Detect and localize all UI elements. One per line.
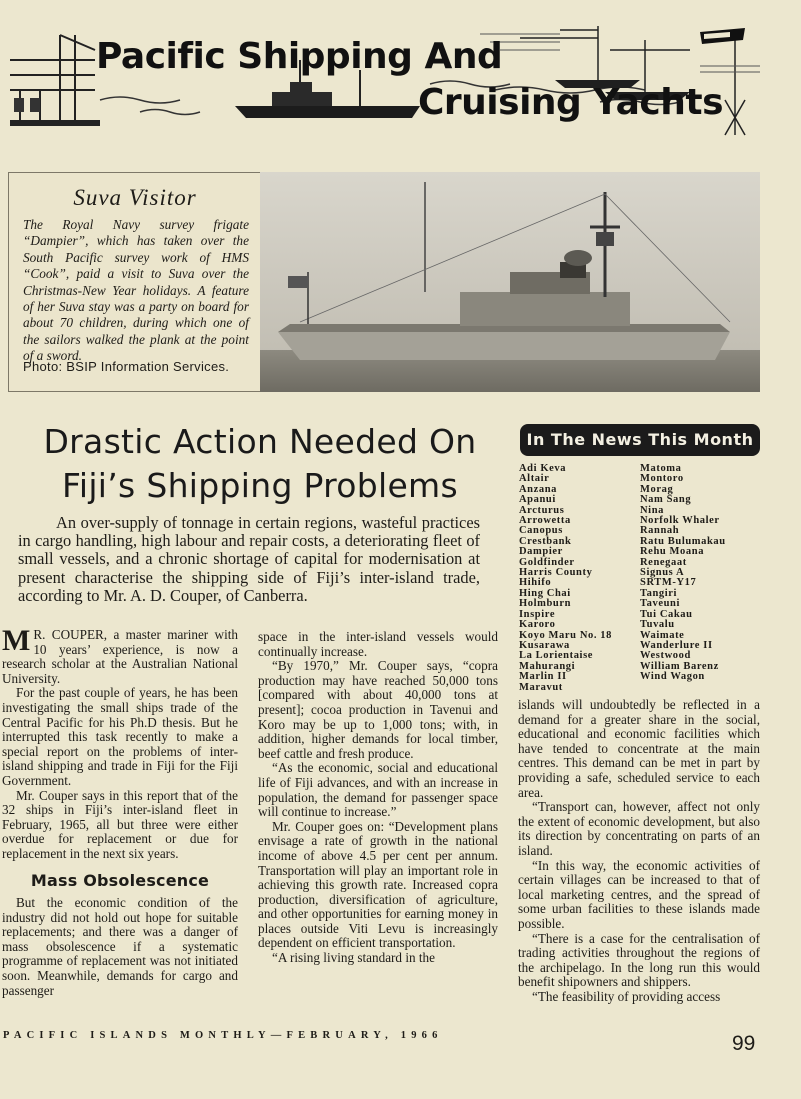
article-paragraph: “Transport can, however, affect not only the extent of economic development, but also its direction by concentrating on parts of an island.: [518, 799, 760, 858]
ship-name: Canopus: [519, 525, 563, 537]
ship-name: Arcturus: [519, 504, 565, 516]
ship-list-column-2: [640, 464, 726, 683]
ship-name: Goldfinder: [519, 556, 575, 568]
ship-name: Wind Wagon: [640, 671, 705, 683]
caption-title: Suva Visitor: [73, 185, 197, 210]
photo-credit: Photo: BSIP Information Services.: [23, 359, 230, 374]
ship-name: Arrowetta: [519, 515, 571, 527]
ship-name: Tui Cakau: [640, 608, 693, 620]
article-column-1: [2, 624, 238, 998]
article-paragraph: But the economic condition of the industry did not hold out hope for suitable replacements; and there was a danger of mass obsolescence if a systematic programme of replacement was not initiated soon. Meanwhile, demands for cargo and passenger: [2, 895, 238, 998]
ship-name: Morag: [640, 483, 674, 495]
ship-name: Nina: [640, 504, 664, 516]
drop-cap: M: [2, 624, 31, 657]
ship-name: Altair: [519, 473, 550, 485]
article-paragraph: space in the inter-island vessels would continually increase.: [258, 629, 498, 659]
frigate-photo: [260, 172, 760, 392]
article-paragraph: “There is a case for the centralisation of trading activities throughout the regions of the archipelago. In the long run this would benefit shipowners and shippers.: [518, 930, 760, 990]
ship-name: Montoro: [640, 473, 684, 485]
ship-name: Anzana: [519, 483, 558, 495]
ship-name: SRTM-Y17: [640, 577, 697, 589]
article-column-3: [518, 698, 760, 1004]
ship-name: Wanderlure II: [640, 639, 713, 651]
ship-name: Crestbank: [519, 535, 572, 547]
ship-name: Matoma: [640, 463, 682, 474]
ship-name: Tuvalu: [640, 619, 675, 631]
ship-name: Nam Sang: [640, 494, 692, 506]
ship-name: Rannah: [640, 525, 680, 537]
ship-name: Westwood: [640, 650, 691, 662]
ship-name: Marlin II: [519, 671, 567, 683]
subheading: Mass Obsolescence: [30, 870, 210, 890]
article-column-2: [258, 630, 498, 966]
article-paragraph: “In this way, the economic activities of certain villages can be increased to that of local marketing centres, and the spread of some urban facilities to these islands made possible.: [518, 857, 760, 931]
ship-name: Mahurangi: [519, 660, 576, 672]
article-paragraph: Mr. Couper says in this report that of the 32 ships in Fiji’s inter-island fleet in February, 1965, all but three were either overdue for replacement or due for replacement in the next six years.: [2, 787, 238, 861]
ship-name: Karoro: [519, 619, 556, 631]
article-headline: Drastic Action Needed On Fiji’s Shipping Problems: [43, 422, 477, 505]
ship-name: La Lorientaise: [519, 650, 594, 662]
article-paragraph: “By 1970,” Mr. Couper says, “copra production may have reached 50,000 tons [compared with about 40,000 tons at present]; cocoa production in Tavenui and Koro may be up to 1,000 tons; with, in addition, higher demands for local timber, beef cattle and fresh produce.: [258, 658, 498, 761]
ship-name: Inspire: [519, 608, 556, 620]
ship-name: Holmburn: [519, 598, 572, 610]
article-paragraph: “As the economic, social and educational life of Fiji advances, and with an increase in population, the demand for passenger space will continue to increase.”: [258, 760, 498, 820]
article-paragraph: Mr. Couper goes on: “Development plans envisage a rate of growth in the national income of above 4.5 per cent per annum. Transportation will play an important role in achieving this growth rate. Increased copra production, diversification of agriculture, and other opportunities for earning money in places outside Viti Levu is increasingly dependent on efficient transportation.: [258, 818, 498, 951]
ship-name: Dampier: [519, 546, 563, 558]
article-paragraph: “The feasibility of providing access: [532, 988, 721, 1004]
ship-name: Ratu Bulumakau: [640, 535, 726, 547]
banner-title-line-2: Cruising Yachts: [418, 82, 724, 123]
article-intro: An over-supply of tonnage in certain regions, wasteful practices in cargo handling, high labour and repair costs, a deteriorating fleet of small vessels, and a chronic shortage of capital for modernisation at present characterise the shipping side of Fiji’s inter-island trade, according to Mr. A. D. Couper, of Canberra.: [18, 513, 480, 605]
paragraph-text: R. COUPER, a master mariner with 10 years’ experience, is now a research scholar at the Australian National University.: [2, 627, 238, 686]
ship-name: Waimate: [640, 629, 685, 641]
ship-name: Signus A: [640, 567, 685, 579]
ship-name: Harris County: [519, 567, 593, 579]
caption-box: [8, 172, 261, 392]
ship-name: Hing Chai: [519, 587, 571, 599]
caption-text: The Royal Navy survey frigate “Dampier”, which has taken over the South Pacific survey work of HMS “Cook”, paid a visit to Suva over the Christmas-New Year holidays. A feature of her Suva stay was a party on board for about 70 children, during which one of the sailors walked the plank at the point of a sword.: [23, 217, 249, 364]
article-paragraph: [2, 624, 238, 686]
in-the-news-header: [520, 424, 760, 456]
article-paragraph: islands will undoubtedly be reflected in a demand for a greater share in the social, educational and economic facilities which have tended to concentrate at the main centres. This demand can be met in part by providing a safe, scheduled service to each area.: [518, 697, 760, 800]
ship-name: Adi Keva: [519, 463, 567, 474]
banner-title-line-1: Pacific Shipping And: [96, 36, 503, 77]
in-the-news-title: In The News This Month: [526, 430, 754, 449]
page-footer-masthead: PACIFIC ISLANDS MONTHLY—FEBRUARY, 1966: [3, 1030, 443, 1041]
ship-name: Norfolk Whaler: [640, 515, 720, 527]
ship-name: Koyo Maru No. 18: [519, 629, 613, 641]
ship-name: Taveuni: [640, 598, 680, 610]
suva-visitor-feature: [8, 172, 761, 392]
article-paragraph: For the past couple of years, he has been investigating the small ships trade of the Central Pacific for his Ph.D thesis. But he interrupted this task recently to make a special report on the problems of inter-island shipping and trade in Fiji for the Fiji Government.: [2, 685, 238, 788]
ship-name: Kusarawa: [519, 639, 570, 651]
ship-name: William Barenz: [640, 660, 719, 672]
ship-name: Renegaat: [640, 556, 687, 568]
ship-name: Hihifo: [519, 577, 552, 589]
article-paragraph: “A rising living standard in the: [272, 950, 435, 966]
ship-name: Apanui: [519, 494, 556, 506]
ship-name: Tangiri: [640, 587, 678, 599]
ship-name: Maravut: [519, 681, 563, 693]
ship-list-column-1: [519, 464, 612, 693]
page-number: 99: [732, 1032, 756, 1055]
ship-name: Rehu Moana: [640, 546, 705, 558]
